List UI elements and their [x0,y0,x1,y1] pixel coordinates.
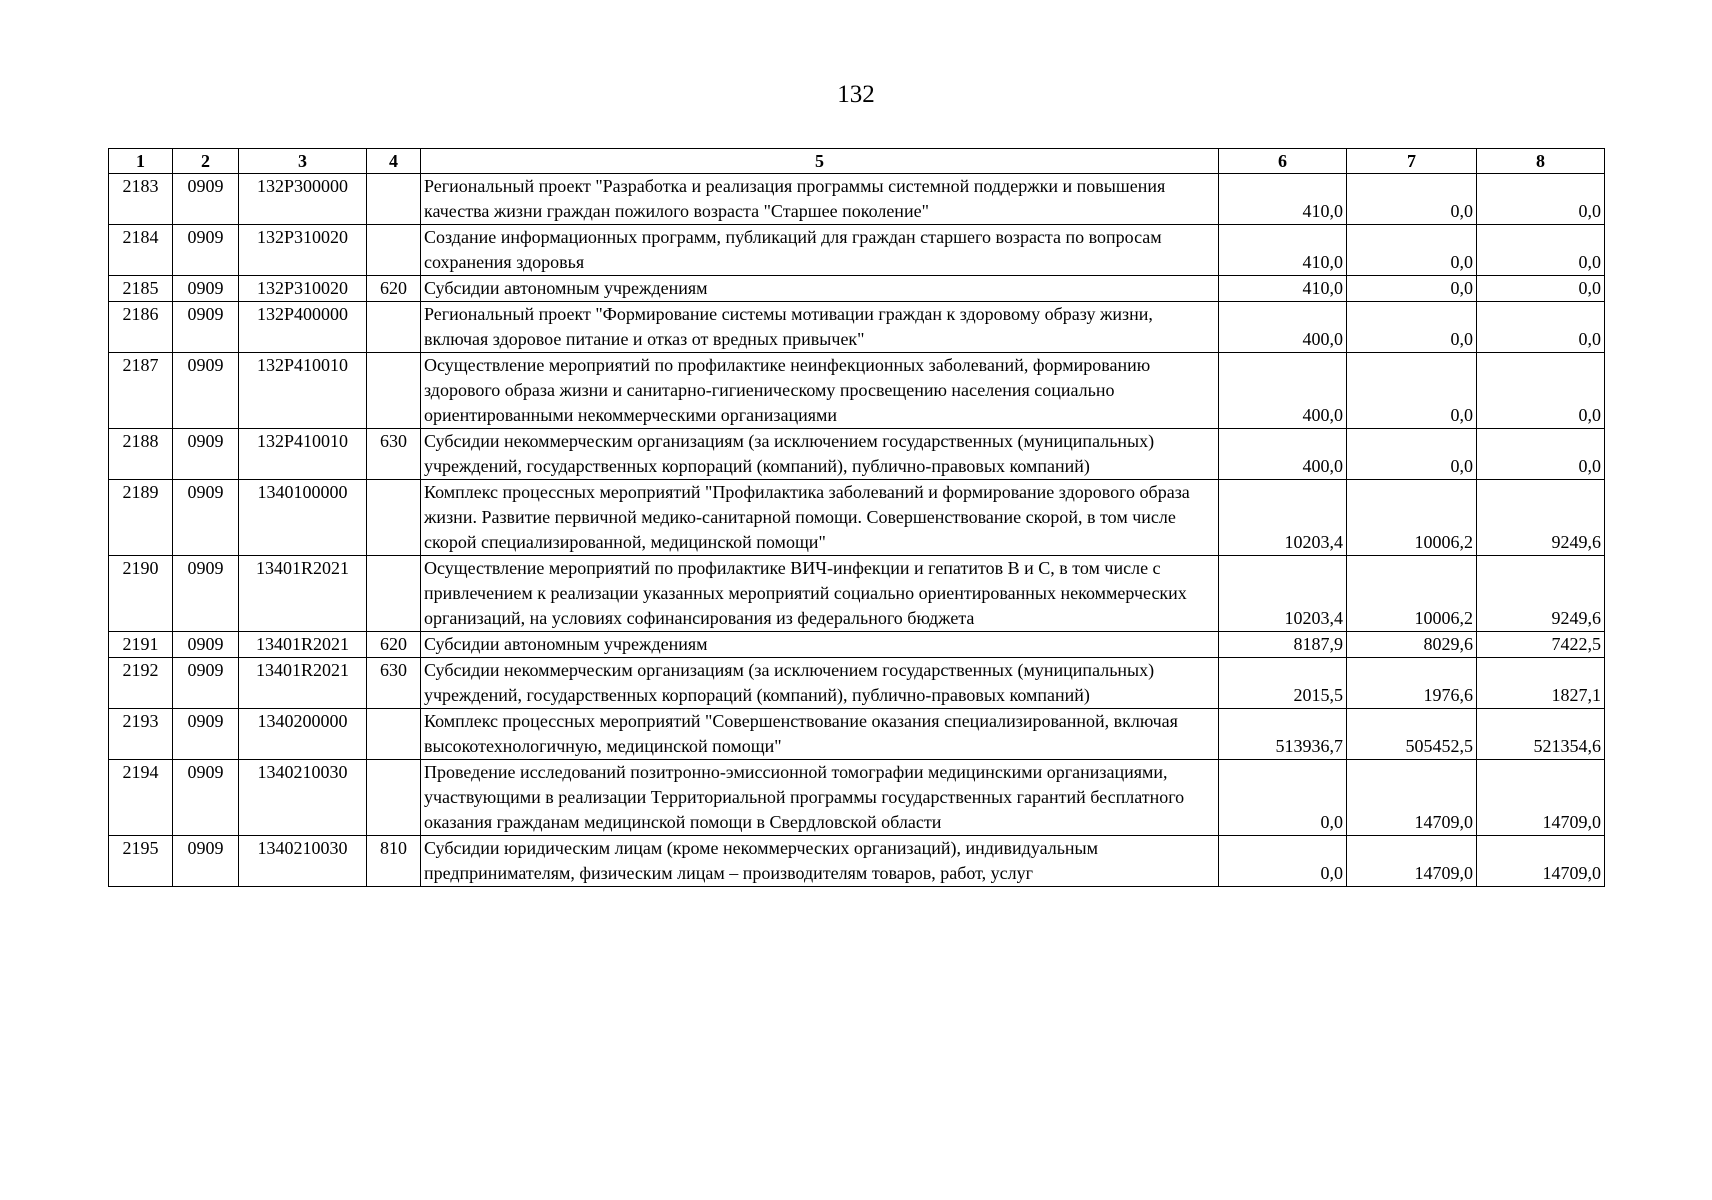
table-row [109,480,1605,556]
amount-year1-cell: 400,0 [1219,302,1347,353]
header-row [109,149,1605,174]
section-code-cell: 0909 [173,225,239,276]
description-cell: Осуществление мероприятий по профилактике ВИЧ-инфекции и гепатитов B и C, в том числе с привлечением к реализации указанных мероприятий социально ориентированных некоммерческих организаций, на условиях софинансирования из федерального бюджета [421,556,1219,632]
column-header: 3 [239,149,367,174]
expense-type-cell [367,302,421,353]
amount-year2-cell: 505452,5 [1347,709,1477,760]
amount-year2-cell: 14709,0 [1347,836,1477,887]
amount-year1-cell: 410,0 [1219,225,1347,276]
section-code-cell: 0909 [173,302,239,353]
column-header: 7 [1347,149,1477,174]
section-code-cell: 0909 [173,480,239,556]
amount-year3-cell: 0,0 [1477,302,1605,353]
row-number-cell: 2190 [109,556,173,632]
table-row [109,225,1605,276]
description-cell: Региональный проект "Разработка и реализация программы системной поддержки и повышения качества жизни граждан пожилого возраста "Старшее поколение" [421,174,1219,225]
target-article-cell: 1340200000 [239,709,367,760]
target-article-cell: 13401R2021 [239,632,367,658]
section-code-cell: 0909 [173,353,239,429]
column-header: 5 [421,149,1219,174]
amount-year2-cell: 0,0 [1347,429,1477,480]
row-number-cell: 2186 [109,302,173,353]
description-cell: Создание информационных программ, публикаций для граждан старшего возраста по вопросам сохранения здоровья [421,225,1219,276]
table-row [109,709,1605,760]
table-row [109,836,1605,887]
amount-year3-cell: 14709,0 [1477,836,1605,887]
section-code-cell: 0909 [173,836,239,887]
row-number-cell: 2185 [109,276,173,302]
description-cell: Субсидии некоммерческим организациям (за исключением государственных (муниципальных) учреждений, государственных корпораций (компаний), публично-правовых компаний) [421,658,1219,709]
amount-year3-cell: 9249,6 [1477,556,1605,632]
row-number-cell: 2184 [109,225,173,276]
amount-year2-cell: 0,0 [1347,276,1477,302]
target-article-cell: 13401R2021 [239,556,367,632]
amount-year3-cell: 0,0 [1477,225,1605,276]
amount-year3-cell: 0,0 [1477,429,1605,480]
section-code-cell: 0909 [173,429,239,480]
section-code-cell: 0909 [173,276,239,302]
expense-type-cell: 810 [367,836,421,887]
amount-year2-cell: 0,0 [1347,353,1477,429]
amount-year1-cell: 10203,4 [1219,480,1347,556]
target-article-cell: 1340210030 [239,836,367,887]
description-cell: Субсидии автономным учреждениям [421,632,1219,658]
target-article-cell: 132P400000 [239,302,367,353]
row-number-cell: 2187 [109,353,173,429]
amount-year2-cell: 10006,2 [1347,480,1477,556]
description-cell: Осуществление мероприятий по профилактике неинфекционных заболеваний, формированию здорового образа жизни и санитарно-гигиеническому просвещению населения социально ориентированными некоммерческими организациями [421,353,1219,429]
amount-year2-cell: 10006,2 [1347,556,1477,632]
target-article-cell: 132P300000 [239,174,367,225]
expense-type-cell [367,353,421,429]
description-cell: Комплекс процессных мероприятий "Совершенствование оказания специализированной, включая высокотехнологичную, медицинской помощи" [421,709,1219,760]
amount-year1-cell: 10203,4 [1219,556,1347,632]
amount-year1-cell: 8187,9 [1219,632,1347,658]
amount-year1-cell: 400,0 [1219,429,1347,480]
amount-year2-cell: 0,0 [1347,302,1477,353]
row-number-cell: 2188 [109,429,173,480]
table-row [109,760,1605,836]
expense-type-cell: 620 [367,632,421,658]
row-number-cell: 2189 [109,480,173,556]
row-number-cell: 2183 [109,174,173,225]
section-code-cell: 0909 [173,709,239,760]
table-row [109,174,1605,225]
row-number-cell: 2192 [109,658,173,709]
section-code-cell: 0909 [173,632,239,658]
amount-year1-cell: 400,0 [1219,353,1347,429]
amount-year3-cell: 0,0 [1477,276,1605,302]
table-row [109,556,1605,632]
amount-year3-cell: 0,0 [1477,353,1605,429]
description-cell: Проведение исследований позитронно-эмиссионной томографии медицинскими организациями, участвующими в реализации Территориальной программы государственных гарантий бесплатного оказания гражданам медицинской помощи в Свердловской области [421,760,1219,836]
expense-type-cell [367,480,421,556]
amount-year1-cell: 0,0 [1219,760,1347,836]
table-row [109,276,1605,302]
row-number-cell: 2195 [109,836,173,887]
target-article-cell: 132P310020 [239,225,367,276]
expense-type-cell [367,760,421,836]
amount-year2-cell: 14709,0 [1347,760,1477,836]
expense-type-cell [367,225,421,276]
amount-year2-cell: 8029,6 [1347,632,1477,658]
section-code-cell: 0909 [173,556,239,632]
expense-type-cell: 620 [367,276,421,302]
section-code-cell: 0909 [173,174,239,225]
page-number: 132 [837,81,875,108]
expense-type-cell: 630 [367,658,421,709]
description-cell: Субсидии автономным учреждениям [421,276,1219,302]
description-cell: Субсидии юридическим лицам (кроме некоммерческих организаций), индивидуальным предпринимателям, физическим лицам – производителям товаров, работ, услуг [421,836,1219,887]
target-article-cell: 132P410010 [239,429,367,480]
table-row [109,302,1605,353]
row-number-cell: 2193 [109,709,173,760]
expense-type-cell [367,709,421,760]
expense-type-cell [367,174,421,225]
column-header: 2 [173,149,239,174]
amount-year1-cell: 513936,7 [1219,709,1347,760]
amount-year3-cell: 1827,1 [1477,658,1605,709]
budget-table [108,148,1605,887]
amount-year3-cell: 7422,5 [1477,632,1605,658]
description-cell: Субсидии некоммерческим организациям (за исключением государственных (муниципальных) учреждений, государственных корпораций (компаний), публично-правовых компаний) [421,429,1219,480]
amount-year2-cell: 0,0 [1347,225,1477,276]
target-article-cell: 132P410010 [239,353,367,429]
section-code-cell: 0909 [173,760,239,836]
table-row [109,658,1605,709]
amount-year1-cell: 410,0 [1219,276,1347,302]
table-row [109,429,1605,480]
amount-year2-cell: 1976,6 [1347,658,1477,709]
target-article-cell: 132P310020 [239,276,367,302]
expense-type-cell: 630 [367,429,421,480]
amount-year1-cell: 0,0 [1219,836,1347,887]
column-header: 1 [109,149,173,174]
amount-year3-cell: 14709,0 [1477,760,1605,836]
amount-year2-cell: 0,0 [1347,174,1477,225]
table-row [109,353,1605,429]
amount-year1-cell: 410,0 [1219,174,1347,225]
row-number-cell: 2191 [109,632,173,658]
expense-type-cell [367,556,421,632]
amount-year3-cell: 521354,6 [1477,709,1605,760]
row-number-cell: 2194 [109,760,173,836]
target-article-cell: 1340210030 [239,760,367,836]
description-cell: Комплекс процессных мероприятий "Профилактика заболеваний и формирование здорового образа жизни. Развитие первичной медико-санитарной помощи. Совершенствование скорой, в том числе скорой специализированной, медицинской помощи" [421,480,1219,556]
column-header: 4 [367,149,421,174]
amount-year1-cell: 2015,5 [1219,658,1347,709]
table-row [109,632,1605,658]
target-article-cell: 13401R2021 [239,658,367,709]
column-header: 6 [1219,149,1347,174]
amount-year3-cell: 9249,6 [1477,480,1605,556]
section-code-cell: 0909 [173,658,239,709]
column-header: 8 [1477,149,1605,174]
description-cell: Региональный проект "Формирование системы мотивации граждан к здоровому образу жизни, включая здоровое питание и отказ от вредных привычек" [421,302,1219,353]
target-article-cell: 1340100000 [239,480,367,556]
amount-year3-cell: 0,0 [1477,174,1605,225]
